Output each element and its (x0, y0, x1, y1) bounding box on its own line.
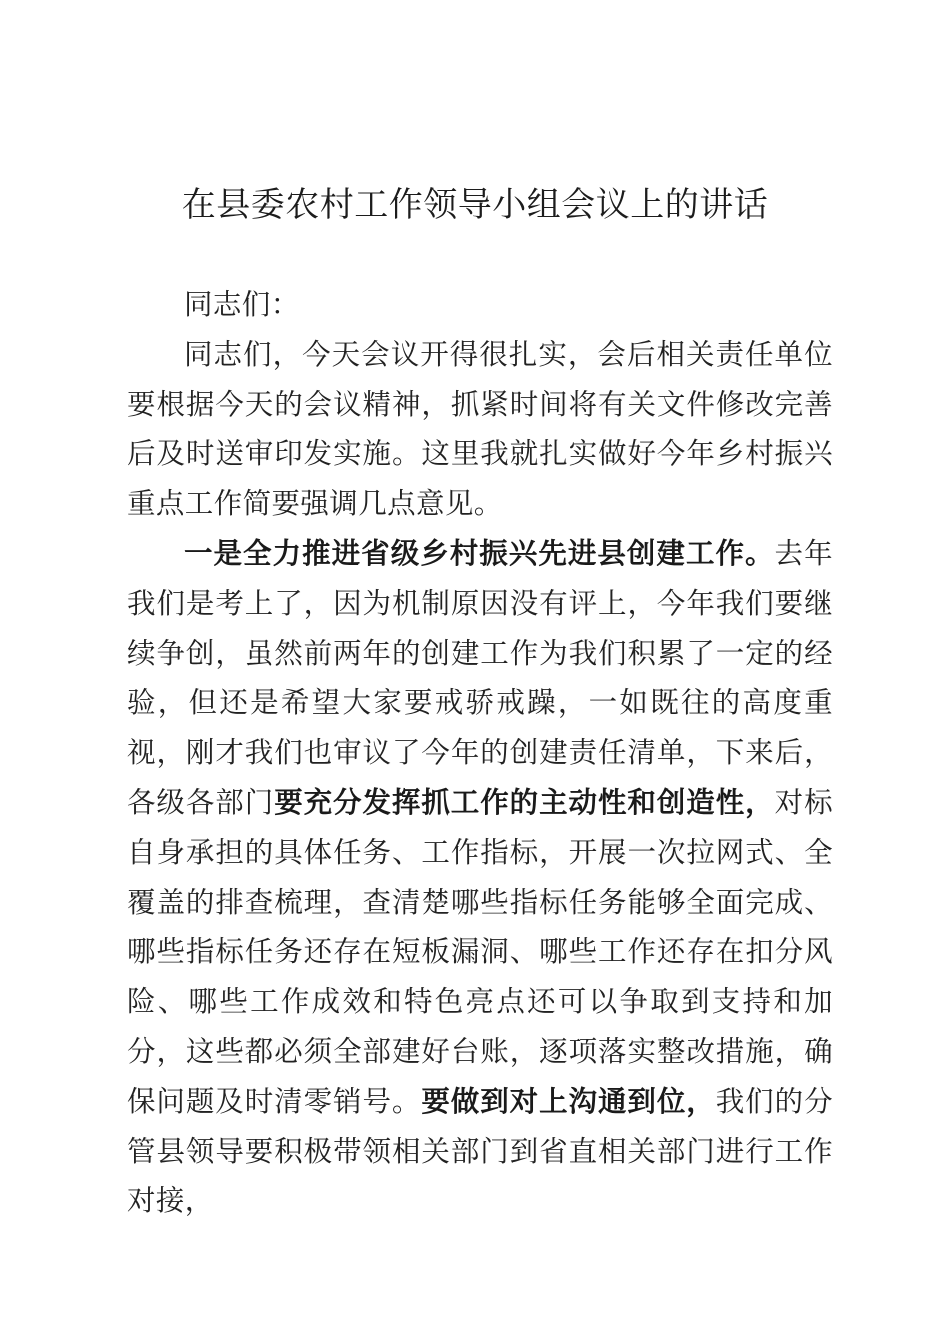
point-one-emphasis-2: 要做到对上沟通到位， (421, 1084, 716, 1118)
point-one-emphasis-1: 要充分发挥抓工作的主动性和创造性， (274, 785, 775, 819)
paragraph-intro: 同志们，今天会议开得很扎实，会后相关责任单位要根据今天的会议精神，抓紧时间将有关文件修改完善后及时送审印发实施。这里我就扎实做好今年乡村振兴重点工作简要强调几点意见。 (127, 337, 833, 521)
document-body (127, 280, 833, 1226)
point-one-text-3: 我们的分管县领导要积极带领相关部门到省直相关部门进行工作对接， (127, 1084, 833, 1218)
point-one-text-1: 去年我们是考上了，因为机制原因没有评上，今年我们要继续争创，虽然前两年的创建工作为我们积累了一定的经验，但还是希望大家要戒骄戒躁，一如既往的高度重视，刚才我们也审议了今年的创建责任清单，下来后，各级各部门 (127, 536, 833, 819)
point-one-heading: 一是全力推进省级乡村振兴先进县创建工作。 (184, 536, 775, 570)
salutation: 同志们： (184, 288, 300, 321)
document-title: 在县委农村工作领导小组会议上的讲话 (181, 185, 769, 225)
paragraph-point-one (127, 529, 833, 1226)
point-one-text-2: 对标自身承担的具体任务、工作指标，开展一次拉网式、全覆盖的排查梳理，查清楚哪些指标任务能够全面完成、哪些指标任务还存在短板漏洞、哪些工作还存在扣分风险、哪些工作成效和特色亮点还可以争取到支持和加分，这些都必须全部建好台账，逐项落实整改措施，确保问题及时清零销号。 (127, 785, 833, 1118)
